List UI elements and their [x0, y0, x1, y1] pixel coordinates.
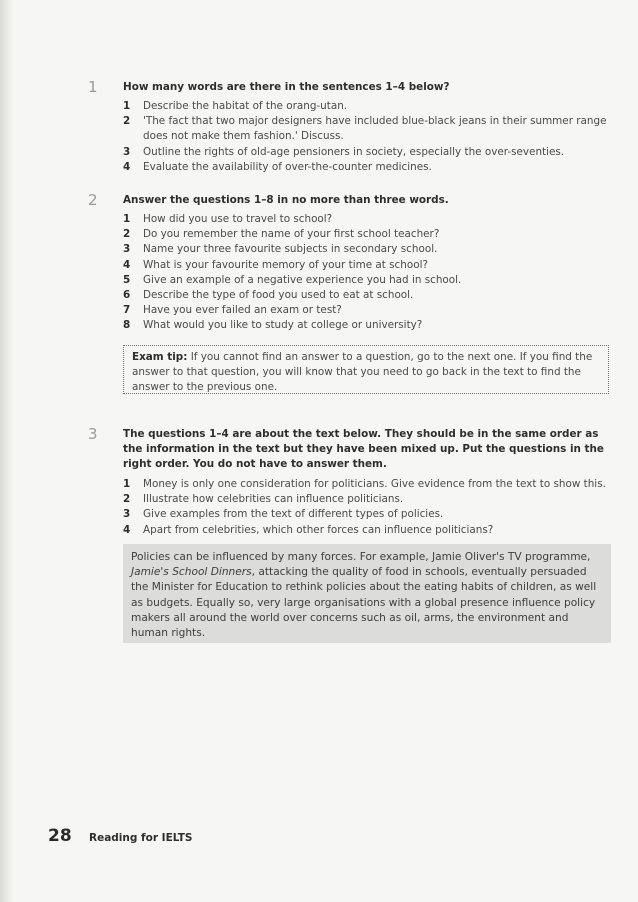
- item-text: Evaluate the availability of over-the-counter medicines.: [143, 160, 432, 173]
- item-number: 2: [123, 493, 131, 506]
- list-item: [123, 258, 613, 273]
- list-item: [123, 160, 613, 175]
- item-text: Have you ever failed an exam or test?: [143, 304, 342, 317]
- list-item: [123, 288, 613, 303]
- exam-tip-box: [123, 345, 609, 394]
- passage-programme-title: Jamie's School Dinners: [131, 566, 252, 579]
- item-text: What would you like to study at college or university?: [143, 319, 423, 332]
- list-item: [123, 303, 613, 318]
- item-number: 2: [123, 228, 131, 241]
- item-text: Money is only one consideration for politicians. Give evidence from the text to show this.: [143, 478, 606, 490]
- item-text: Outline the rights of old-age pensioners in society, especially the over-seventies.: [143, 145, 565, 158]
- list-item: [123, 273, 613, 288]
- exercise-number: 3: [88, 425, 98, 443]
- exercise-instruction: The questions 1–4 are about the text below. They should be in the same order as the information in the text but they have been mixed up. Put the questions in the right order. You do not have to answer them.: [123, 428, 604, 470]
- list-item: [123, 318, 613, 333]
- item-text: Name your three favourite subjects in secondary school.: [143, 243, 438, 256]
- item-text: Give examples from the text of different types of policies.: [143, 508, 444, 521]
- list-item: [123, 523, 613, 538]
- item-text: What is your favourite memory of your time at school?: [143, 258, 428, 271]
- question-list: [123, 212, 613, 334]
- list-item: [123, 99, 613, 114]
- item-number: 6: [123, 289, 131, 302]
- item-text: Describe the type of food you used to eat at school.: [143, 289, 414, 302]
- page-number: 28: [48, 826, 72, 846]
- item-number: 4: [123, 523, 131, 536]
- list-item: [123, 242, 613, 257]
- question-list: [123, 477, 613, 538]
- item-text: How did you use to travel to school?: [143, 213, 333, 225]
- item-number: 1: [123, 478, 131, 490]
- item-text: 'The fact that two major designers have included blue-black jeans in their summer range does not make them fashion.' Discuss.: [143, 115, 607, 143]
- list-item: [123, 492, 613, 507]
- item-text: Apart from celebrities, which other forces can influence politicians?: [143, 523, 494, 536]
- list-item: [123, 227, 613, 242]
- item-number: 4: [123, 160, 131, 173]
- list-item: [123, 477, 613, 492]
- item-text: Describe the habitat of the orang-utan.: [143, 100, 348, 112]
- item-number: 4: [123, 258, 131, 271]
- list-item: [123, 114, 613, 144]
- passage-text-end: , attacking the quality of food in schools, eventually persuaded the Minister for Education to rethink policies about the eating habits of children, as well as budgets. Equally so, very large organisations with a global presence influence policy makers all around the world over concerns such as oil, arms, the environment and human rights.: [131, 566, 597, 640]
- exercise-number: 1: [88, 78, 98, 96]
- item-number: 7: [123, 304, 131, 317]
- exercise-instruction: Answer the questions 1–8 in no more than three words.: [123, 194, 449, 206]
- item-number: 5: [123, 273, 131, 286]
- exam-tip-text: If you cannot find an answer to a question, go to the next one. If you find the answer to that question, you will know that you need to go back in the text to find the answer to the previous one.: [132, 351, 593, 394]
- item-number: 2: [123, 115, 131, 128]
- item-number: 3: [123, 508, 131, 521]
- book-title: Reading for IELTS: [89, 832, 193, 844]
- reading-passage: [123, 544, 611, 643]
- item-number: 1: [123, 100, 131, 112]
- item-number: 8: [123, 319, 131, 332]
- item-text: Illustrate how celebrities can influence politicians.: [143, 493, 404, 506]
- exercise-instruction: How many words are there in the sentences 1–4 below?: [123, 81, 450, 93]
- list-item: [123, 507, 613, 522]
- item-number: 1: [123, 213, 131, 225]
- passage-text-start: Policies can be influenced by many forces. For example, Jamie Oliver's TV programme,: [131, 551, 591, 563]
- item-number: 3: [123, 243, 131, 256]
- list-item: [123, 145, 613, 160]
- exercise-number: 2: [88, 191, 98, 209]
- exam-tip-label: Exam tip:: [132, 351, 188, 363]
- list-item: [123, 212, 613, 227]
- page-binding-shadow: [0, 0, 14, 902]
- item-number: 3: [123, 145, 131, 158]
- item-text: Do you remember the name of your first school teacher?: [143, 228, 440, 241]
- item-text: Give an example of a negative experience you had in school.: [143, 273, 462, 286]
- question-list: [123, 99, 613, 175]
